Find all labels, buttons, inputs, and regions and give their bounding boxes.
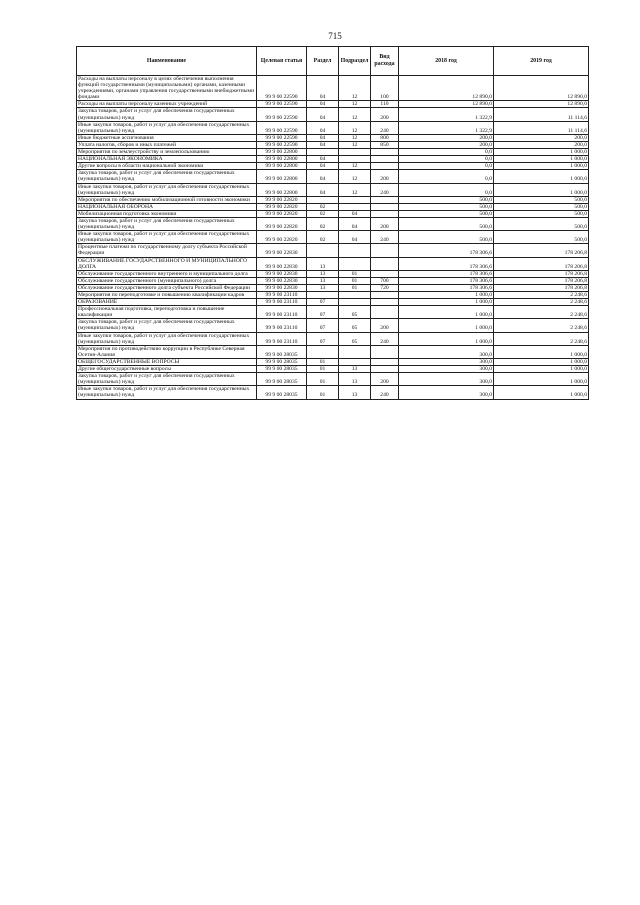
row-section: 02: [307, 203, 339, 210]
row-expense-type: [371, 196, 399, 203]
row-subsection: 12: [339, 121, 371, 134]
row-subsection: 01: [339, 284, 371, 291]
row-section: 07: [307, 332, 339, 345]
table-row: [77, 149, 589, 156]
row-section: 01: [307, 358, 339, 365]
row-name: Профессиональная подготовка, переподготовка и повышение квалификации: [77, 306, 257, 319]
row-expense-type: [371, 292, 399, 299]
row-subsection: 04: [339, 217, 371, 230]
budget-table: [76, 46, 589, 400]
table-row: [77, 386, 589, 399]
row-code: 99 9 00 23110: [257, 306, 307, 319]
row-2019: 1 000,0: [494, 183, 589, 196]
row-code: 99 9 00 22590: [257, 108, 307, 121]
row-code: 99 9 00 28035: [257, 366, 307, 373]
row-2018: 1 000,0: [399, 319, 494, 332]
row-code: 99 9 00 22590: [257, 141, 307, 148]
row-expense-type: [371, 366, 399, 373]
row-section: 04: [307, 183, 339, 196]
row-2018: 500,0: [399, 210, 494, 217]
row-section: 04: [307, 170, 339, 183]
row-code: 99 9 00 23110: [257, 292, 307, 299]
table-row: [77, 76, 589, 101]
row-section: 04: [307, 156, 339, 163]
table-row: [77, 134, 589, 141]
table-row: [77, 101, 589, 108]
table-row: [77, 196, 589, 203]
row-expense-type: [371, 210, 399, 217]
row-expense-type: 240: [371, 231, 399, 244]
table-row: [77, 203, 589, 210]
row-section: 01: [307, 366, 339, 373]
row-subsection: 05: [339, 306, 371, 319]
row-code: 99 9 00 22820: [257, 231, 307, 244]
row-code: 99 9 00 22800: [257, 163, 307, 170]
row-2018: 300,0: [399, 373, 494, 386]
table-row: [77, 358, 589, 365]
row-2019: 500,0: [494, 210, 589, 217]
row-2018: 0,0: [399, 170, 494, 183]
table-row: [77, 332, 589, 345]
row-section: [307, 244, 339, 257]
row-2018: 500,0: [399, 196, 494, 203]
row-expense-type: 200: [371, 108, 399, 121]
row-subsection: [339, 257, 371, 270]
row-subsection: 13: [339, 386, 371, 399]
row-subsection: 12: [339, 170, 371, 183]
row-name: ОБЩЕГОСУДАРСТВЕННЫЕ ВОПРОСЫ: [77, 358, 257, 365]
row-subsection: 12: [339, 163, 371, 170]
row-subsection: [339, 299, 371, 306]
row-code: 99 9 00 28035: [257, 345, 307, 358]
row-expense-type: [371, 306, 399, 319]
row-subsection: 12: [339, 108, 371, 121]
row-section: 13: [307, 284, 339, 291]
row-name: Иные бюджетные ассигнования: [77, 134, 257, 141]
row-name: Иные закупки товаров, работ и услуг для обеспечения государственных (муниципальных) нужд: [77, 121, 257, 134]
row-subsection: 04: [339, 210, 371, 217]
row-name: Мобилизационная подготовка экономики: [77, 210, 257, 217]
row-subsection: 01: [339, 270, 371, 277]
row-expense-type: 850: [371, 141, 399, 148]
table-row: [77, 156, 589, 163]
row-section: 07: [307, 306, 339, 319]
table-row: [77, 270, 589, 277]
row-subsection: [339, 149, 371, 156]
row-code: 99 9 00 22830: [257, 270, 307, 277]
row-subsection: 12: [339, 76, 371, 101]
row-code: 99 9 00 28035: [257, 358, 307, 365]
row-expense-type: 800: [371, 134, 399, 141]
table-row: [77, 319, 589, 332]
row-expense-type: 100: [371, 76, 399, 101]
table-row: [77, 244, 589, 257]
row-section: 02: [307, 210, 339, 217]
row-2018: 300,0: [399, 345, 494, 358]
row-2018: 200,0: [399, 134, 494, 141]
row-2018: 500,0: [399, 231, 494, 244]
row-name: НАЦИОНАЛЬНАЯ ЭКОНОМИКА: [77, 156, 257, 163]
row-section: 04: [307, 108, 339, 121]
page-number: 715: [328, 31, 342, 41]
row-name: Иные закупки товаров, работ и услуг для обеспечения государственных (муниципальных) нужд: [77, 386, 257, 399]
table-row: [77, 121, 589, 134]
row-2019: 1 000,0: [494, 373, 589, 386]
row-expense-type: 200: [371, 217, 399, 230]
row-name: Мероприятия по обеспечению мобилизационной готовности экономики: [77, 196, 257, 203]
row-expense-type: 240: [371, 332, 399, 345]
row-2019: 500,0: [494, 217, 589, 230]
row-expense-type: 240: [371, 121, 399, 134]
row-2019: 178 206,8: [494, 284, 589, 291]
row-2019: 1 000,0: [494, 163, 589, 170]
table-row: [77, 210, 589, 217]
row-2019: 1 000,0: [494, 358, 589, 365]
row-name: Иные закупки товаров, работ и услуг для обеспечения государственных (муниципальных) нужд: [77, 332, 257, 345]
row-code: 99 9 00 28035: [257, 373, 307, 386]
row-section: 07: [307, 319, 339, 332]
row-code: 99 9 00 22820: [257, 217, 307, 230]
row-2018: 0,0: [399, 183, 494, 196]
row-2018: 1 000,0: [399, 292, 494, 299]
row-expense-type: 240: [371, 386, 399, 399]
row-2019: 1 000,0: [494, 170, 589, 183]
row-name: Другие вопросы в области национальной экономики: [77, 163, 257, 170]
row-name: Мероприятия по переподготовке и повышению квалификации кадров: [77, 292, 257, 299]
row-section: 04: [307, 134, 339, 141]
row-code: 99 9 00 22800: [257, 170, 307, 183]
row-2019: 1 000,0: [494, 149, 589, 156]
row-code: 99 9 00 22800: [257, 156, 307, 163]
row-2018: 1 322,9: [399, 121, 494, 134]
row-subsection: [339, 156, 371, 163]
table-body: [77, 76, 589, 400]
table-row: [77, 231, 589, 244]
row-code: 99 9 00 22800: [257, 183, 307, 196]
row-2018: 200,0: [399, 141, 494, 148]
row-subsection: [339, 196, 371, 203]
row-code: 99 9 00 22590: [257, 76, 307, 101]
row-expense-type: [371, 244, 399, 257]
row-2019: 2 248,6: [494, 299, 589, 306]
row-name: Уплата налогов, сборов и иных платежей: [77, 141, 257, 148]
row-2019: 1 000,0: [494, 345, 589, 358]
row-subsection: 12: [339, 183, 371, 196]
row-section: [307, 196, 339, 203]
row-code: 99 9 00 22820: [257, 196, 307, 203]
row-code: 99 9 00 22830: [257, 257, 307, 270]
row-section: 04: [307, 101, 339, 108]
row-expense-type: [371, 358, 399, 365]
row-section: 04: [307, 121, 339, 134]
row-section: 04: [307, 141, 339, 148]
row-2018: 500,0: [399, 203, 494, 210]
row-2019: 1 000,0: [494, 366, 589, 373]
row-expense-type: 200: [371, 373, 399, 386]
table-row: [77, 163, 589, 170]
row-2019: 12 890,0: [494, 101, 589, 108]
row-name: ОБСЛУЖИВАНИЕ ГОСУДАРСТВЕННОГО И МУНИЦИПАЛЬНОГО ДОЛГА: [77, 257, 257, 270]
table-row: [77, 373, 589, 386]
row-2019: 200,0: [494, 134, 589, 141]
row-name: Закупка товаров, работ и услуг для обеспечения государственных (муниципальных) нужд: [77, 373, 257, 386]
row-section: [307, 149, 339, 156]
row-section: [307, 345, 339, 358]
row-subsection: [339, 203, 371, 210]
row-2018: 12 890,0: [399, 101, 494, 108]
row-expense-type: 700: [371, 277, 399, 284]
row-2018: 1 000,0: [399, 332, 494, 345]
header-section: Раздел: [307, 47, 339, 76]
row-expense-type: 200: [371, 170, 399, 183]
row-name: Обслуживание государственного внутреннего и муниципального долга: [77, 270, 257, 277]
row-2018: 500,0: [399, 217, 494, 230]
row-expense-type: [371, 257, 399, 270]
table-row: [77, 299, 589, 306]
row-code: 99 9 00 22820: [257, 210, 307, 217]
row-name: Обслуживание государственного долга субъекта Российской Федерации: [77, 284, 257, 291]
table-row: [77, 108, 589, 121]
row-section: 04: [307, 163, 339, 170]
row-name: Иные закупки товаров, работ и услуг для обеспечения государственных (муниципальных) нужд: [77, 231, 257, 244]
row-2019: 2 248,6: [494, 306, 589, 319]
row-expense-type: [371, 203, 399, 210]
row-2019: 1 000,0: [494, 156, 589, 163]
row-2018: 0,0: [399, 149, 494, 156]
row-2018: 300,0: [399, 386, 494, 399]
row-2018: 178 306,6: [399, 284, 494, 291]
table-row: [77, 345, 589, 358]
row-expense-type: [371, 299, 399, 306]
row-2018: 1 322,9: [399, 108, 494, 121]
header-name: Наименование: [77, 47, 257, 76]
row-expense-type: [371, 156, 399, 163]
row-2018: 1 000,0: [399, 299, 494, 306]
header-row: [77, 47, 589, 76]
row-2018: 300,0: [399, 358, 494, 365]
row-2019: 500,0: [494, 231, 589, 244]
header-code: Целевая статья: [257, 47, 307, 76]
header-2018: 2018 год: [399, 47, 494, 76]
row-expense-type: [371, 163, 399, 170]
row-subsection: 12: [339, 134, 371, 141]
row-2018: 178 306,6: [399, 277, 494, 284]
table-row: [77, 292, 589, 299]
row-2019: 1 000,0: [494, 386, 589, 399]
row-section: 02: [307, 231, 339, 244]
row-subsection: 12: [339, 101, 371, 108]
row-2019: 500,0: [494, 203, 589, 210]
row-2019: 200,0: [494, 141, 589, 148]
row-subsection: 05: [339, 332, 371, 345]
row-subsection: [339, 345, 371, 358]
row-name: Закупка товаров, работ и услуг для обеспечения государственных (муниципальных) нужд: [77, 108, 257, 121]
table-row: [77, 306, 589, 319]
row-code: 99 9 00 23110: [257, 332, 307, 345]
row-section: 04: [307, 76, 339, 101]
table-row: [77, 141, 589, 148]
table-row: [77, 277, 589, 284]
header-2019: 2019 год: [494, 47, 589, 76]
header-subsection: Подраздел: [339, 47, 371, 76]
row-name: Другие общегосударственные вопросы: [77, 366, 257, 373]
row-2018: 1 000,0: [399, 306, 494, 319]
row-code: 99 9 00 22820: [257, 203, 307, 210]
row-subsection: 12: [339, 141, 371, 148]
row-subsection: 01: [339, 277, 371, 284]
row-2019: 2 248,6: [494, 319, 589, 332]
row-2019: 2 248,6: [494, 332, 589, 345]
row-2018: 0,0: [399, 163, 494, 170]
row-subsection: [339, 358, 371, 365]
row-expense-type: 240: [371, 183, 399, 196]
row-name: Закупка товаров, работ и услуг для обеспечения государственных (муниципальных) нужд: [77, 319, 257, 332]
row-2019: 178 206,8: [494, 244, 589, 257]
row-expense-type: [371, 149, 399, 156]
row-2018: 178 306,6: [399, 244, 494, 257]
row-code: 99 9 00 22590: [257, 134, 307, 141]
row-section: 01: [307, 373, 339, 386]
row-name: Закупка товаров, работ и услуг для обеспечения государственных (муниципальных) нужд: [77, 170, 257, 183]
row-2019: 178 206,8: [494, 270, 589, 277]
row-2019: 12 890,0: [494, 76, 589, 101]
table-row: [77, 366, 589, 373]
row-name: Расходы на выплаты персоналу в целях обеспечения выполнения функций государственными (муниципальными) органами, казенными учреждениями, органами управления государственными внебюджетными фондами: [77, 76, 257, 101]
row-name: Обслуживание государственного (муниципального) долга: [77, 277, 257, 284]
row-section: [307, 292, 339, 299]
header-expense-type: Вид расхода: [371, 47, 399, 76]
row-name: Расходы на выплаты персоналу казенных учреждений: [77, 101, 257, 108]
row-expense-type: 110: [371, 101, 399, 108]
table-row: [77, 257, 589, 270]
row-code: 99 9 00 23110: [257, 299, 307, 306]
row-code: 99 9 00 28035: [257, 386, 307, 399]
row-code: 99 9 00 22800: [257, 149, 307, 156]
row-subsection: 13: [339, 366, 371, 373]
row-code: 99 9 00 22590: [257, 121, 307, 134]
row-name: Мероприятия по землеустройству и землепользованию: [77, 149, 257, 156]
row-expense-type: 720: [371, 284, 399, 291]
row-subsection: [339, 244, 371, 257]
row-2019: 2 248,6: [494, 292, 589, 299]
row-2018: 178 306,6: [399, 257, 494, 270]
row-name: ОБРАЗОВАНИЕ: [77, 299, 257, 306]
row-2018: 178 306,6: [399, 270, 494, 277]
row-2019: 178 206,8: [494, 257, 589, 270]
row-code: 99 9 00 22830: [257, 277, 307, 284]
row-2018: 300,0: [399, 366, 494, 373]
row-2018: 0,0: [399, 156, 494, 163]
table-row: [77, 170, 589, 183]
row-expense-type: 200: [371, 319, 399, 332]
row-name: Закупка товаров, работ и услуг для обеспечения государственных (муниципальных) нужд: [77, 217, 257, 230]
row-2019: 11 114,6: [494, 108, 589, 121]
row-section: 07: [307, 299, 339, 306]
row-name: Иные закупки товаров, работ и услуг для обеспечения государственных (муниципальных) нужд: [77, 183, 257, 196]
row-2019: 11 114,6: [494, 121, 589, 134]
row-section: 13: [307, 277, 339, 284]
row-section: 02: [307, 217, 339, 230]
row-2019: 500,0: [494, 196, 589, 203]
row-subsection: 13: [339, 373, 371, 386]
row-2019: 178 206,8: [494, 277, 589, 284]
row-section: 13: [307, 270, 339, 277]
row-name: Мероприятия по противодействию коррупции в Республике Северная Осетия-Алания: [77, 345, 257, 358]
row-code: 99 9 00 23110: [257, 319, 307, 332]
row-subsection: 04: [339, 231, 371, 244]
row-code: 99 9 00 22590: [257, 101, 307, 108]
row-section: 01: [307, 386, 339, 399]
row-code: 99 9 00 22830: [257, 244, 307, 257]
table-row: [77, 217, 589, 230]
row-expense-type: [371, 270, 399, 277]
row-name: НАЦИОНАЛЬНАЯ ОБОРОНА: [77, 203, 257, 210]
row-name: Процентные платежи по государственному долгу субъекта Российской Федерации: [77, 244, 257, 257]
row-section: 13: [307, 257, 339, 270]
row-subsection: [339, 292, 371, 299]
row-subsection: 05: [339, 319, 371, 332]
table-row: [77, 284, 589, 291]
row-code: 99 9 00 22830: [257, 284, 307, 291]
table-row: [77, 183, 589, 196]
row-expense-type: [371, 345, 399, 358]
row-2018: 12 890,0: [399, 76, 494, 101]
